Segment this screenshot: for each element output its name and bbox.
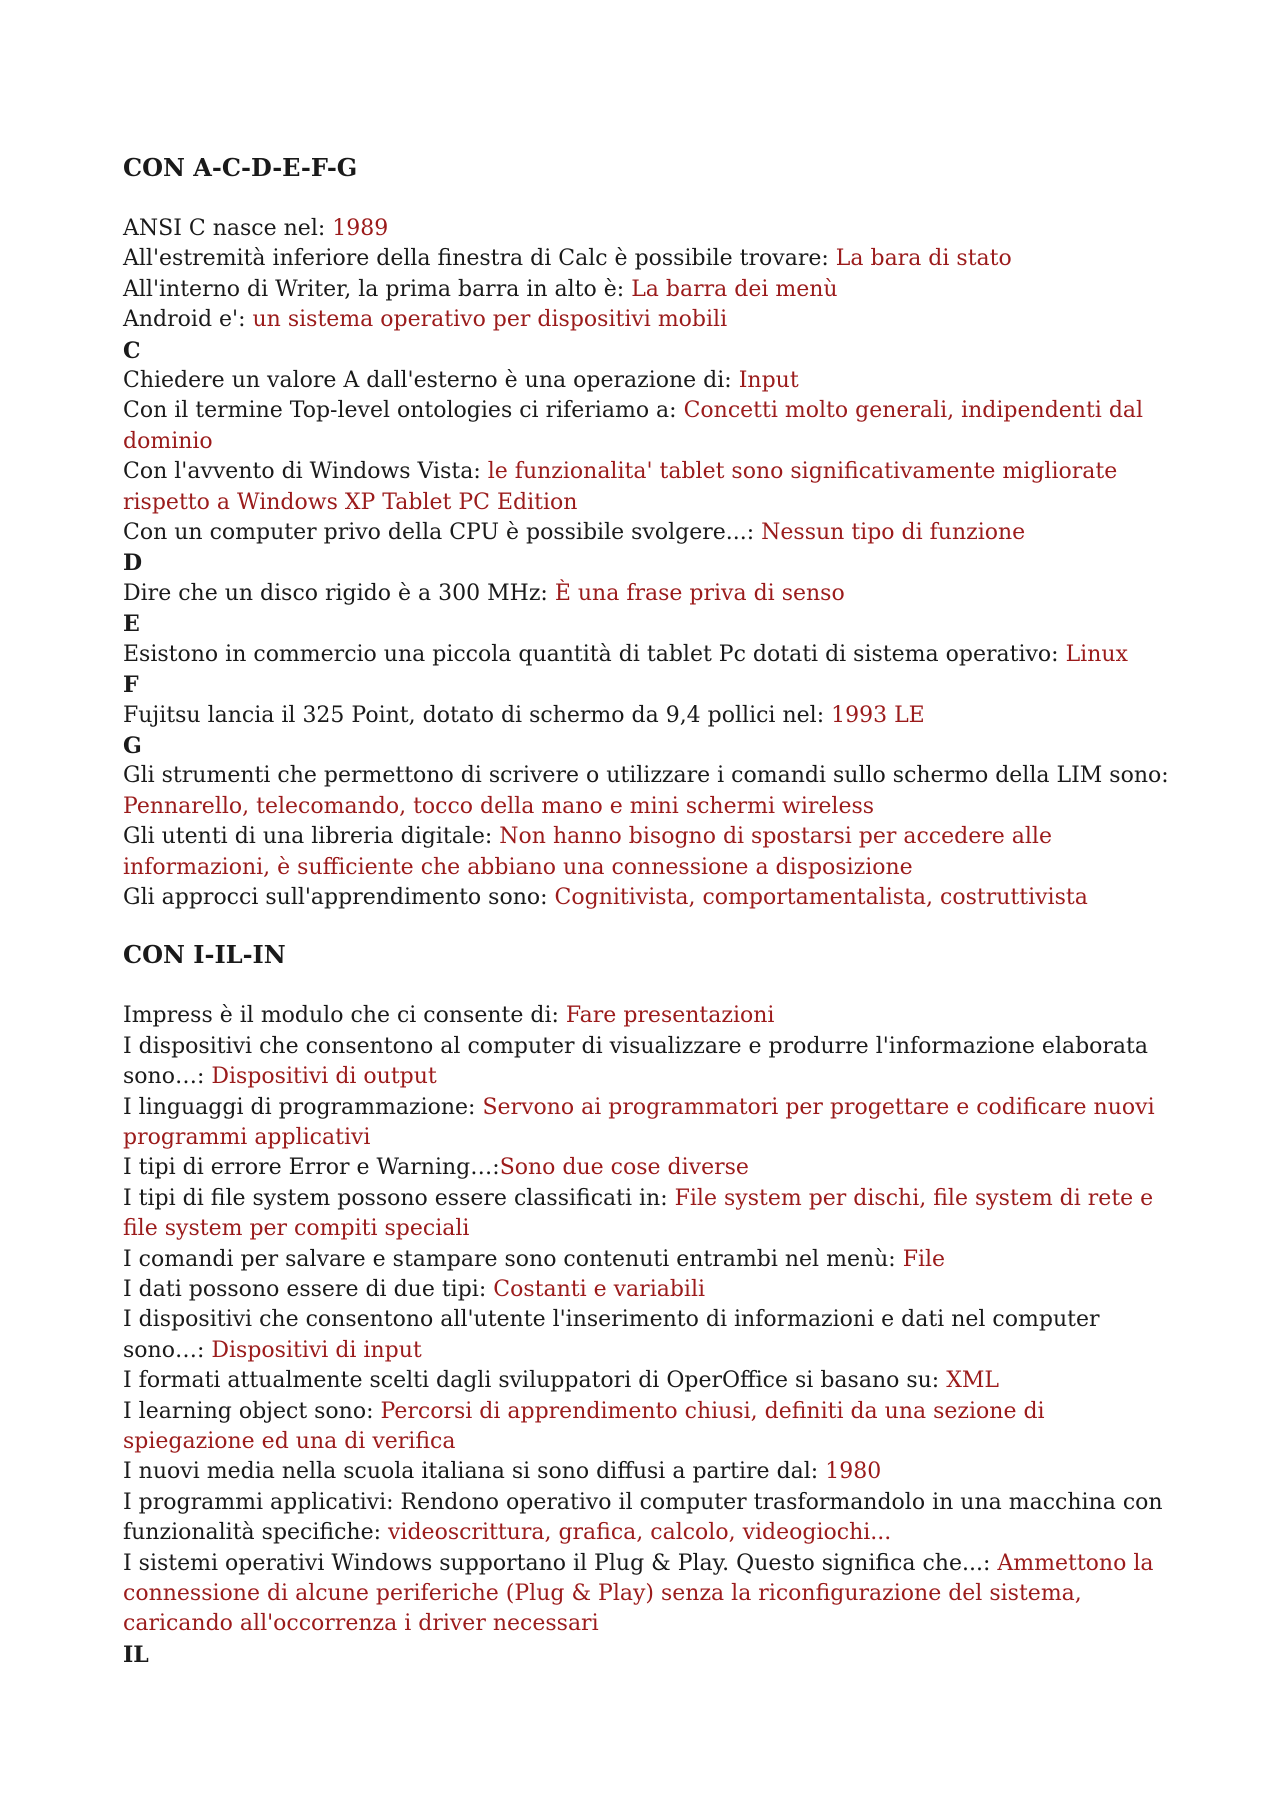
answer-text: Servono ai programmatori per progettare e codificare nuovi programmi applicativi <box>123 1094 1155 1150</box>
answer-text: Concetti molto generali, indipendenti dal dominio <box>123 398 1144 454</box>
question-text: I dispositivi che consentono all'utente l'inserimento di informazioni e dati nel computer sono…: <box>123 1307 1100 1363</box>
question-text: I nuovi media nella scuola italiana si sono diffusi a partire dal: <box>123 1459 826 1485</box>
question-text: Chiedere un valore A dall'esterno è una operazione di: <box>123 368 739 394</box>
qa-line <box>123 1032 1180 1093</box>
letter-divider: E <box>123 611 140 638</box>
qa-line <box>123 1488 1180 1549</box>
answer-text: Input <box>738 368 799 394</box>
answer-text: Linux <box>1065 641 1128 667</box>
question-text: I linguaggi di programmazione: <box>123 1094 483 1120</box>
answer-text: Ammettono la connessione di alcune periferiche (Plug & Play) senza la riconfigurazione del sistema, caricando all'occorrenza i driver necessari <box>123 1550 1154 1637</box>
question-text: I tipi di file system possono essere classificati in: <box>123 1185 675 1211</box>
qa-line <box>123 883 1180 913</box>
qa-line <box>123 761 1180 822</box>
question-text: Android e': <box>123 307 253 333</box>
question-text: I dati possono essere di due tipi: <box>123 1277 494 1302</box>
qa-line <box>123 1001 1180 1031</box>
qa-line <box>123 305 1180 335</box>
qa-line <box>123 1549 1180 1640</box>
qa-line <box>123 701 1180 731</box>
answer-text: Pennarello, telecomando, tocco della mano e mini schermi wireless <box>123 793 875 819</box>
answer-text: videoscrittura, grafica, calcolo, videogiochi... <box>388 1520 892 1546</box>
qa-line <box>123 1153 1180 1183</box>
qa-line <box>123 1366 1180 1396</box>
qa-line <box>123 396 1180 457</box>
question-text: ANSI C nasce nel: <box>123 216 333 241</box>
section-heading-a-g: CON A-C-D-E-F-G <box>123 153 358 182</box>
qa-line <box>123 1245 1180 1275</box>
qa-line <box>123 1457 1180 1487</box>
section-heading-i-in: CON I-IL-IN <box>123 940 286 970</box>
question-text: All'estremità inferiore della finestra di Calc è possibile trovare: <box>123 246 836 272</box>
answer-text: Nessun tipo di funzione <box>761 520 1026 546</box>
qa-line <box>123 822 1180 883</box>
question-text: I sistemi operativi Windows supportano il Plug & Play. Questo significa che...: <box>123 1550 998 1576</box>
answer-text: Costanti e variabili <box>493 1277 706 1302</box>
qa-list-a-g <box>123 214 1180 913</box>
answer-text: 1993 LE <box>831 702 925 728</box>
qa-line <box>123 244 1180 274</box>
question-text: Gli strumenti che permettono di scrivere o utilizzare i comandi sullo schermo della LIM sono: <box>123 763 1169 789</box>
qa-line <box>123 640 1180 670</box>
letter-divider: G <box>123 732 142 759</box>
question-text: I programmi applicativi: Rendono operativo il computer trasformandolo in una macchina con funzionalità specifiche: <box>123 1489 1163 1546</box>
qa-line <box>123 366 1180 396</box>
answer-text: Fare presentazioni <box>565 1003 775 1029</box>
letter-divider: IL <box>123 1641 149 1668</box>
letter-divider: D <box>123 550 143 577</box>
qa-line <box>123 275 1180 305</box>
qa-line <box>123 214 1180 244</box>
qa-line <box>123 1397 1180 1458</box>
answer-text: Non hanno bisogno di spostarsi per accedere alle informazioni, è sufficiente che abbiano una connessione a disposizione <box>123 824 1052 880</box>
question-text: Dire che un disco rigido è a 300 MHz: <box>123 580 555 606</box>
qa-line <box>123 1184 1180 1245</box>
question-text: Gli utenti di una libreria digitale: <box>123 824 500 850</box>
question-text: Fujitsu lancia il 325 Point, dotato di schermo da 9,4 pollici nel: <box>123 702 832 728</box>
answer-text: La bara di stato <box>835 246 1012 272</box>
question-text: I comandi per salvare e stampare sono contenuti entrambi nel menù: <box>123 1246 903 1272</box>
question-text: Gli approcci sull'apprendimento sono: <box>123 884 555 910</box>
question-text: Esistono in commercio una piccola quantità di tablet Pc dotati di sistema operativo: <box>123 641 1066 667</box>
question-text: I learning object sono: <box>123 1398 381 1424</box>
answer-text: Sono due cose diverse <box>499 1155 749 1181</box>
answer-text: Cognitivista, comportamentalista, costruttivista <box>554 884 1088 910</box>
question-text: I dispositivi che consentono al computer di visualizzare e produrre l'informazione elaborata sono…: <box>123 1033 1149 1090</box>
answer-text: un sistema operativo per dispositivi mobili <box>252 307 728 333</box>
qa-line <box>123 518 1180 548</box>
question-text: All'interno di Writer, la prima barra in alto è: <box>123 276 632 302</box>
answer-text: 1989 <box>332 216 389 241</box>
question-text: Con un computer privo della CPU è possibile svolgere...: <box>123 520 762 546</box>
answer-text: La barra dei menù <box>631 276 838 302</box>
letter-divider: F <box>123 672 139 699</box>
question-text: I formati attualmente scelti dagli sviluppatori di OperOffice si basano su: <box>123 1368 947 1394</box>
answer-text: Dispositivi di input <box>211 1337 422 1363</box>
qa-list-i-in <box>123 1001 1180 1670</box>
question-text: I tipi di errore Error e Warning…: <box>123 1155 500 1181</box>
qa-line <box>123 1275 1180 1305</box>
qa-line <box>123 1305 1180 1366</box>
answer-text: File <box>902 1246 946 1272</box>
answer-text: File system per dischi, file system di rete e file system per compiti speciali <box>123 1185 1154 1242</box>
answer-text: È una frase priva di senso <box>554 580 845 606</box>
answer-text: XML <box>946 1368 1000 1394</box>
letter-divider: C <box>123 337 141 364</box>
question-text: Con l'avvento di Windows Vista: <box>123 459 488 485</box>
answer-text: Percorsi di apprendimento chiusi, definiti da una sezione di spiegazione ed una di verifica <box>123 1398 1045 1455</box>
answer-text: le funzionalita' tablet sono significativamente migliorate rispetto a Windows XP Tablet PC Edition <box>123 459 1118 515</box>
question-text: Impress è il modulo che ci consente di: <box>123 1003 566 1029</box>
answer-text: Dispositivi di output <box>211 1064 437 1090</box>
answer-text: 1980 <box>825 1459 882 1485</box>
qa-line <box>123 457 1180 518</box>
qa-line <box>123 1093 1180 1154</box>
question-text: Con il termine Top-level ontologies ci riferiamo a: <box>123 398 684 424</box>
qa-line <box>123 579 1180 609</box>
